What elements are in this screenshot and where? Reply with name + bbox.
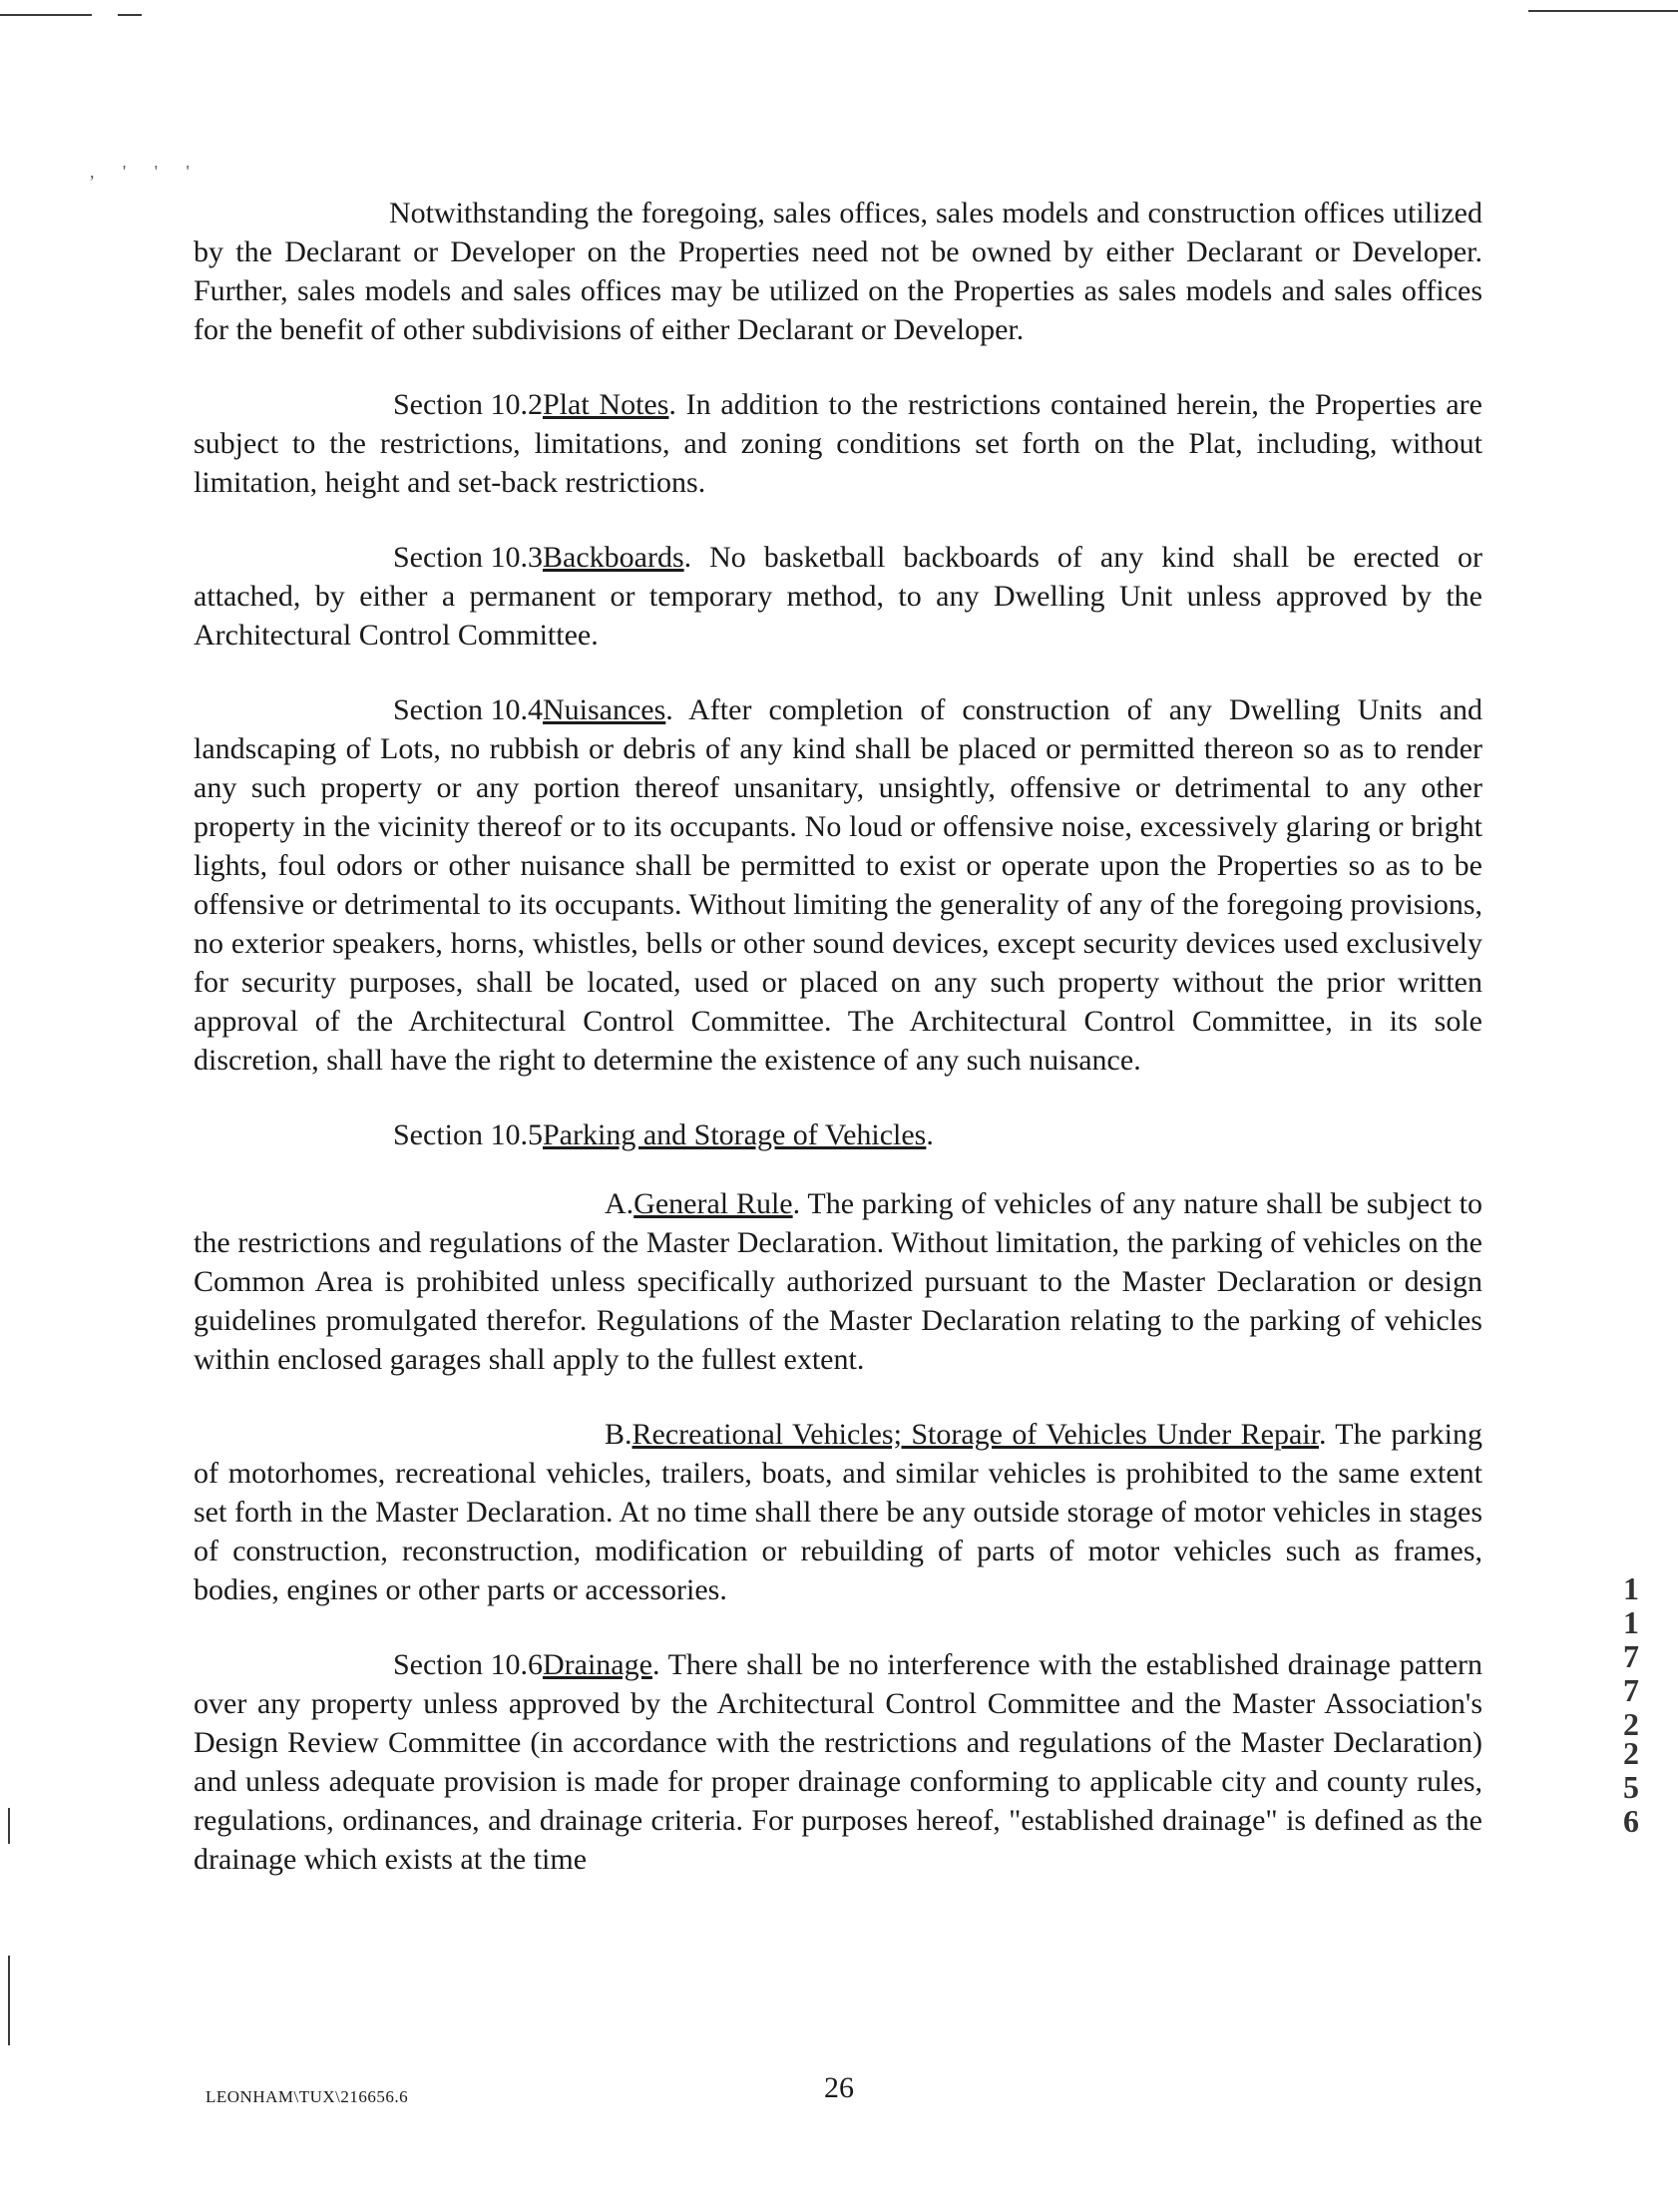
section-title: Parking and Storage of Vehicles — [543, 1118, 927, 1151]
subsection-label: B. — [605, 1418, 632, 1451]
section-body: . No basketball backboards of any kind shall be erected or attached, by either a permanent or temporary method, to any Dwelling Unit unless approved by the Architectural Control Committee. — [194, 541, 1482, 652]
subsection-title: Recreational Vehicles; Storage of Vehicles Under Repair — [631, 1418, 1319, 1451]
subsection-title: General Rule — [633, 1187, 793, 1220]
scan-artifact-top-right — [1528, 10, 1678, 12]
section-body: . There shall be no interference with the established drainage pattern over any property unless approved by the Architectural Control Committee and the Master Association's Design Review Committee (in accordance with the restrictions and regulations of the Master Declaration) and unless adequate provision is made for proper drainage conforming to applicable city and county rules, regulations, ordinances, and drainage criteria. For purposes hereof, "established drainage" is defined as the drainage which exists at the time — [194, 1648, 1482, 1876]
subsection-body: . The parking of vehicles of any nature shall be subject to the restrictions and regulations of the Master Declaration. Without limitation, the parking of vehicles on the Common Area is prohibited unless specifically authorized pursuant to the Master Declaration or design guidelines promulgated therefor. Regulations of the Master Declaration relating to the parking of vehicles within enclosed garages shall apply to the fullest extent. — [194, 1187, 1482, 1376]
section-number: Section 10.3 — [393, 541, 543, 574]
scan-artifact-top-left-short — [118, 14, 142, 16]
section-title: Drainage — [543, 1648, 652, 1681]
section-10-4 — [194, 690, 1482, 1080]
paragraph-sales-offices: Notwithstanding the foregoing, sales offices, sales models and construction offices utilized by the Declarant or Developer on the Properties need not be owned by either Declarant or Developer. Further, sales models and sales offices may be utilized on the Properties as sales models and sales offices for the benefit of other subdivisions of either Declarant or Developer. — [194, 197, 1482, 346]
recording-stamp-lower: 2 5 6 — [1623, 1735, 1639, 1839]
section-title: Backboards — [543, 541, 684, 574]
section-10-6 — [194, 1645, 1482, 1879]
subsection-body: . The parking of motorhomes, recreational vehicles, trailers, boats, and similar vehicles is prohibited to the same extent set forth in the Master Declaration. At no time shall there be any outside storage of motor vehicles in stages of construction, reconstruction, modification or rebuilding of parts of motor vehicles such as frames, bodies, engines or other parts or accessories. — [194, 1418, 1482, 1606]
document-body — [194, 194, 1482, 1915]
scan-artifact-left-edge — [8, 1808, 10, 1844]
scan-artifact-left-edge-lower — [8, 1956, 10, 2045]
scan-specks: , ' ' ' — [90, 162, 202, 182]
recording-stamp-upper: 1 1 7 7 2 — [1623, 1570, 1639, 1742]
section-10-5: Section 10.5Parking and Storage of Vehicles. — [194, 1115, 1482, 1154]
section-number: Section 10.5 — [393, 1118, 543, 1151]
section-body: . After completion of construction of any Dwelling Units and landscaping of Lots, no rubbish or debris of any kind shall be placed or permitted thereon so as to render any such property or any portion thereof unsanitary, unsightly, offensive or detrimental to any other property in the vicinity thereof or to its occupants. No loud or offensive noise, excessively glaring or bright lights, foul odors or other nuisance shall be permitted to exist or operate upon the Properties so as to be offensive or detrimental to its occupants. Without limiting the generality of any of the foregoing provisions, no exterior speakers, horns, whistles, bells or other sound devices, except security devices used exclusively for security purposes, shall be located, used or placed on any such property without the prior written approval of the Architectural Control Committee. The Architectural Control Committee, in its sole discretion, shall have the right to determine the existence of any such nuisance. — [194, 693, 1482, 1077]
page-number: 26 — [824, 2071, 854, 2104]
section-number: Section 10.6 — [393, 1648, 543, 1681]
section-title: Nuisances — [543, 693, 666, 726]
subsection-a — [194, 1184, 1482, 1379]
subsection-b — [194, 1415, 1482, 1609]
section-title: Plat Notes — [543, 388, 669, 421]
subsection-label: A. — [605, 1187, 634, 1220]
section-number: Section 10.4 — [393, 693, 543, 726]
section-number: Section 10.2 — [393, 388, 543, 421]
section-body: . In addition to the restrictions contained herein, the Properties are subject to the restrictions, limitations, and zoning conditions set forth on the Plat, including, without limitation, height and set-back restrictions. — [194, 388, 1482, 499]
section-10-3 — [194, 538, 1482, 655]
scan-artifact-top-left — [0, 14, 92, 16]
document-id: LEONHAM\TUX\216656.6 — [206, 2087, 409, 2106]
section-10-2 — [194, 385, 1482, 502]
